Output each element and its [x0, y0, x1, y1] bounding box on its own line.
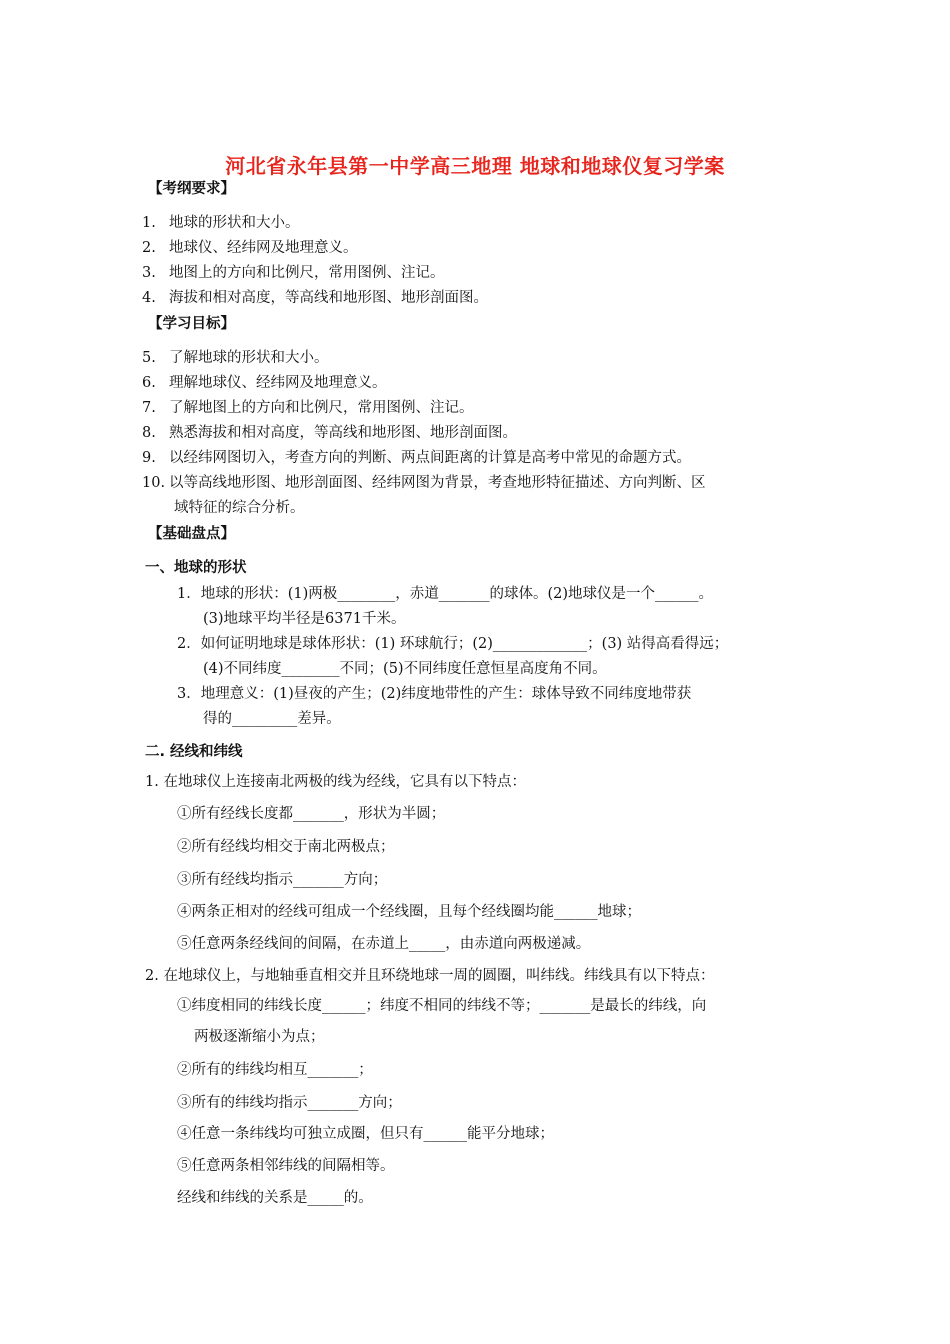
- text-line: (3)地球平均半径是6371千米。: [203, 611, 406, 627]
- item-text: 以等高线地形图、地形剖面图、经纬网图为背景，考查地形特征描述、方向判断、区: [169, 475, 706, 491]
- item-number: 6.: [142, 375, 156, 391]
- list-item: [142, 398, 474, 418]
- item-number: 3.: [142, 265, 156, 281]
- list-item: [142, 348, 329, 368]
- section-heading-mubiao: 【学习目标】: [148, 316, 235, 332]
- list-item: ①纬度相同的纬线长度______；纬度不相同的纬线不等；_______是最长的纬线，向: [177, 998, 707, 1014]
- text-line: 1．地球的形状：(1)两极________，赤道_______的球体。(2)地球仪是一个______。: [177, 586, 714, 602]
- list-item: ④两条正相对的经线可组成一个经线圈，且每个经线圈均能______地球；: [177, 904, 641, 920]
- paragraph: 2. 在地球仪上，与地轴垂直相交并且环绕地球一周的圆圈，叫纬线。纬线具有以下特点：: [145, 968, 715, 984]
- text-line: 得的_________差异。: [203, 711, 341, 727]
- item-text: 熟悉海拔和相对高度，等高线和地形图、地形剖面图。: [169, 425, 517, 441]
- list-item: ②所有经线均相交于南北两极点；: [177, 839, 395, 855]
- item-text: 地球仪、经纬网及地理意义。: [169, 240, 358, 256]
- subsection-heading-shape: 一、地球的形状: [145, 560, 247, 576]
- item-number: 10.: [142, 475, 166, 491]
- list-item: [142, 373, 387, 393]
- item-text: 地球的形状和大小。: [169, 215, 300, 231]
- section-heading-kaogang: 【考纲要求】: [148, 181, 235, 197]
- list-item: [142, 448, 691, 468]
- list-item: ⑤任意两条经线间的间隔，在赤道上_____，由赤道向两极递减。: [177, 936, 591, 952]
- item-number: 1.: [142, 215, 156, 231]
- summary-line: 经线和纬线的关系是_____的。: [177, 1190, 373, 1206]
- item-number: 5.: [142, 350, 156, 366]
- list-item-continuation: 域特征的综合分析。: [174, 500, 305, 516]
- list-item: ②所有的纬线均相互_______；: [177, 1062, 373, 1078]
- list-item: [142, 213, 300, 233]
- document-title: 河北省永年县第一中学高三地理 地球和地球仪复习学案: [225, 154, 725, 178]
- section-heading-jichu: 【基础盘点】: [148, 526, 235, 542]
- item-text: 海拔和相对高度，等高线和地形图、地形剖面图。: [169, 290, 488, 306]
- list-item: [142, 423, 517, 443]
- subsection-heading-lines: 二. 经线和纬线: [145, 744, 243, 760]
- list-item-continuation: 两极逐渐缩小为点；: [194, 1029, 325, 1045]
- list-item: ①所有经线长度都_______，形状为半圆；: [177, 806, 446, 822]
- item-number: 4.: [142, 290, 156, 306]
- item-text: 地图上的方向和比例尺，常用图例、注记。: [169, 265, 445, 281]
- paragraph: 1. 在地球仪上连接南北两极的线为经线，它具有以下特点：: [145, 774, 526, 790]
- item-text: 以经纬网图切入，考查方向的判断、两点间距离的计算是高考中常见的命题方式。: [169, 450, 691, 466]
- text-line: (4)不同纬度________不同；(5)不同纬度任意恒星高度角不同。: [203, 661, 607, 677]
- item-text: 了解地图上的方向和比例尺，常用图例、注记。: [169, 400, 474, 416]
- list-item: [142, 288, 488, 308]
- list-item: ④任意一条纬线均可独立成圈，但只有______能平分地球；: [177, 1126, 554, 1142]
- text-line: 3．地理意义：(1)昼夜的产生；(2)纬度地带性的产生：球体导致不同纬度地带获: [177, 686, 692, 702]
- list-item: ⑤任意两条相邻纬线的间隔相等。: [177, 1158, 395, 1174]
- item-number: 8.: [142, 425, 156, 441]
- item-text: 了解地球的形状和大小。: [169, 350, 329, 366]
- list-item: [142, 263, 445, 283]
- item-number: 7.: [142, 400, 156, 416]
- item-number: 2.: [142, 240, 156, 256]
- list-item: [142, 473, 706, 493]
- list-item: [142, 238, 358, 258]
- list-item: ③所有经线均指示_______方向；: [177, 872, 388, 888]
- list-item: ③所有的纬线均指示_______方向；: [177, 1095, 402, 1111]
- item-text: 理解地球仪、经纬网及地理意义。: [169, 375, 387, 391]
- item-number: 9.: [142, 450, 156, 466]
- text-line: 2．如何证明地球是球体形状：(1) 环球航行；(2)_____________；(3) 站得高看得远；: [177, 636, 729, 652]
